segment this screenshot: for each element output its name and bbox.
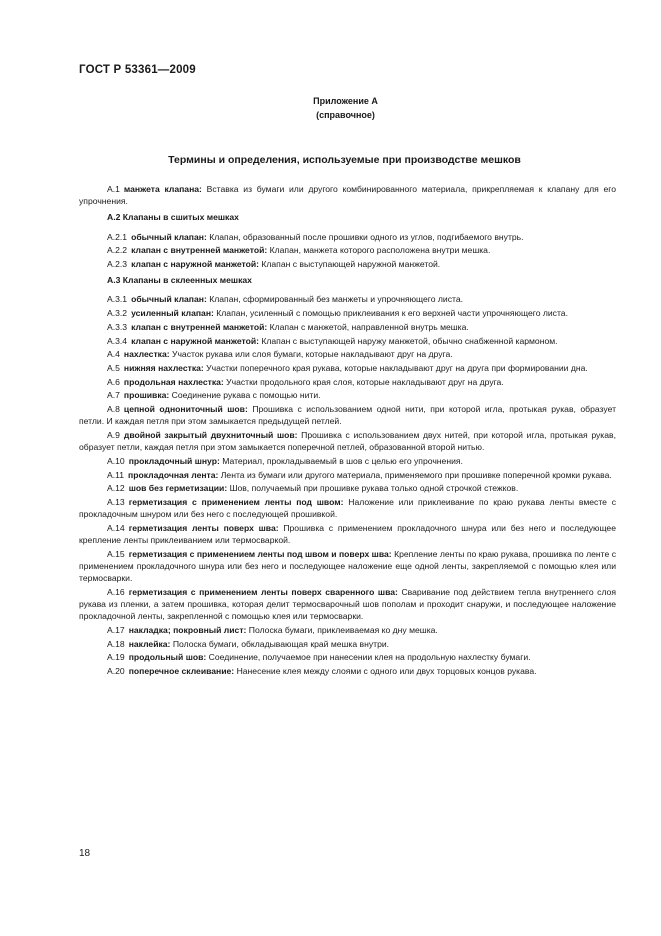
definition-item	[79, 321, 616, 333]
definition-text: Соединение рукава с помощью нити.	[171, 390, 321, 401]
definition-item	[79, 231, 616, 243]
definitions-list	[79, 183, 616, 679]
definition-number: А.13	[107, 496, 125, 507]
definition-number: А.18	[107, 638, 125, 649]
definition-item	[79, 624, 616, 636]
definition-number: А.15	[107, 548, 125, 559]
section-heading: А.2 Клапаны в сшитых мешках	[107, 212, 239, 223]
definition-term: наклейка:	[128, 638, 171, 649]
definition-item	[79, 389, 616, 401]
definition-number: А.3.4	[107, 335, 128, 346]
page-number: 18	[79, 848, 91, 859]
definition-text: Клапан с манжетой, направленной внутрь мешка.	[269, 321, 469, 332]
definition-term: герметизация ленты поверх шва:	[128, 522, 279, 533]
definition-item	[79, 455, 616, 467]
definition-number: А.19	[107, 652, 125, 663]
appendix-title: Приложение А	[313, 96, 378, 106]
definition-term: нахлестка:	[123, 349, 170, 360]
definition-term: обычный клапан:	[131, 294, 207, 305]
definition-number: А.3.3	[107, 321, 128, 332]
definition-term: прошивка:	[123, 390, 170, 401]
definition-item	[79, 482, 616, 494]
definition-text: Полоска бумаги, приклеиваемая ко дну мешка.	[248, 625, 438, 635]
definition-item	[79, 362, 616, 374]
definition-text: Клапан, усиленный с помощью приклеивания к его верхней части упрочняющего листа.	[216, 308, 568, 319]
definition-item	[79, 335, 616, 347]
definition-term: усиленный клапан:	[131, 308, 214, 319]
definition-item	[79, 293, 616, 305]
definition-number: А.9	[107, 429, 120, 440]
definition-number: А.3.2	[107, 308, 128, 319]
definition-term: продольная нахлестка:	[123, 376, 224, 387]
definition-item	[79, 586, 616, 623]
definition-term: прокладочная лента:	[128, 469, 219, 480]
definition-number: А.4	[107, 349, 120, 360]
definition-term: обычный клапан:	[131, 231, 207, 242]
definition-item	[79, 307, 616, 319]
definition-number: А.16	[107, 586, 125, 597]
definition-term: продольный шов:	[128, 652, 207, 663]
definition-item	[79, 244, 616, 256]
appendix-note: (справочное)	[316, 110, 375, 120]
definition-term: поперечное склеивание:	[128, 666, 235, 677]
definition-number: А.14	[107, 522, 125, 533]
definition-item	[79, 403, 616, 427]
definition-item	[79, 258, 616, 270]
definition-term: клапан с внутренней манжетой:	[131, 321, 268, 332]
definition-number: А.6	[107, 376, 120, 387]
definition-text: Прошивка с использованием одной нити, при которой игла, протыкая рукав, образует петли. И каждая петля при этом замыкается предыдущей петлей.	[79, 404, 617, 427]
definition-text: Крепление ленты по краю рукава, прошивка по ленте с применением прокладочного шнура или без него и последующее наложение еще одной ленты, закрепляемой с помощью клея или термосварки.	[79, 548, 616, 584]
definition-text: Лента из бумаги или другого материала, применяемого при прошивке поперечной кромки рукава.	[220, 469, 612, 480]
definition-item	[79, 183, 616, 207]
definition-text: Вставка из бумаги или другого комбинированного материала, прикрепляемая к клапану для его упрочнения.	[79, 184, 617, 207]
definition-item	[79, 665, 616, 677]
page-title: Термины и определения, используемые при производстве мешков	[168, 154, 521, 166]
definition-number: А.8	[107, 404, 120, 415]
definition-term: герметизация с применением ленты под швом:	[128, 496, 344, 507]
definition-item	[79, 429, 616, 453]
definition-item	[79, 496, 616, 520]
definition-number: А.2.2	[107, 245, 128, 256]
definition-term: шов без герметизации:	[128, 483, 228, 494]
definition-number: А.20	[107, 666, 125, 677]
definition-text: Наложение или приклеивание по краю рукава ленты вместе с прокладочным шнуром или без него с последующей прошивкой.	[79, 496, 616, 520]
definition-text: Участки продольного края слоя, которые накладывают друг на друга.	[226, 376, 504, 387]
standard-header: ГОСТ Р 53361—2009	[79, 64, 196, 76]
definition-term: манжета клапана:	[123, 184, 202, 194]
definition-term: нижняя нахлестка:	[123, 362, 204, 373]
definition-text: Материал, прокладываемый в шов с целью его упрочнения.	[222, 455, 463, 466]
definition-item	[79, 376, 616, 388]
definition-text: Шов, получаемый при прошивке рукава только одной строчкой стежков.	[229, 483, 519, 494]
definition-number: А.5	[107, 362, 120, 373]
definition-text: Прошивка с использованием двух нитей, при которой игла, протыкая рукав, образует петли, каждая петля при этом замыкается поперечной петлей, образованной второй нитью.	[79, 429, 616, 453]
definition-text: Участок рукава или слоя бумаги, которые накладывают друг на друга.	[172, 349, 453, 360]
definition-item	[79, 548, 616, 585]
definition-number: А.3.1	[107, 294, 128, 305]
definition-number: А.1	[107, 184, 120, 194]
definition-term: герметизация с применением ленты под швом и поверх шва:	[128, 548, 392, 559]
section-heading: А.3 Клапаны в склеенных мешках	[107, 275, 252, 286]
definition-text: Клапан с выступающей наружной манжетой.	[261, 259, 441, 270]
definition-item	[79, 469, 616, 481]
definition-text: Соединение, получаемое при нанесении клея на продольную нахлестку бумаги.	[208, 652, 531, 663]
definition-number: А.10	[107, 455, 125, 466]
definition-item	[79, 522, 616, 546]
definition-text: Прошивка с применением прокладочного шнура или без него и последующее крепление ленты приклеиванием или термосваркой.	[79, 522, 616, 546]
definition-text: Нанесение клея между слоями с одного или двух торцовых концов рукава.	[236, 666, 537, 677]
definition-number: А.2.3	[107, 259, 128, 270]
definition-text: Участки поперечного края рукава, которые накладывают друг на друга при формировании дна.	[206, 362, 588, 373]
definition-term: клапан с наружной манжетой:	[131, 335, 259, 346]
definition-term: клапан с внутренней манжетой:	[131, 245, 268, 256]
definition-number: А.11	[107, 469, 125, 480]
definition-term: двойной закрытый двухниточный шов:	[123, 429, 298, 440]
definition-term: цепной однониточный шов:	[123, 404, 248, 415]
definition-term: герметизация с применением ленты поверх сваренного шва:	[128, 586, 398, 597]
definition-text: Клапан, манжета которого расположена внутри мешка.	[269, 245, 491, 256]
definition-item	[79, 638, 616, 650]
definition-term: клапан с наружной манжетой:	[131, 259, 259, 270]
definition-text: Клапан, образованный после прошивки одного из углов, подгибаемого внутрь.	[209, 231, 524, 242]
definition-text: Клапан, сформированный без манжеты и упрочняющего листа.	[209, 294, 464, 305]
definition-text: Полоска бумаги, обкладывающая край мешка внутри.	[172, 638, 390, 649]
definition-number: А.17	[107, 625, 125, 635]
definition-text: Сваривание под действием тепла внутреннего слоя рукава из пленки, а затем прошивка, которая делит термосварочный шов пополам и проходит снаружи, и последующее наложение прокладочной ленты, закрепленной с помощью клея или термосварки.	[79, 586, 616, 622]
definition-item	[79, 651, 616, 663]
definition-item	[79, 348, 616, 360]
definition-term: накладка; покровный лист:	[128, 625, 247, 635]
definition-number: А.7	[107, 390, 120, 401]
definition-term: прокладочный шнур:	[128, 455, 220, 466]
definition-number: А.2.1	[107, 231, 128, 242]
definition-number: А.12	[107, 483, 125, 494]
definition-text: Клапан с выступающей наружу манжетой, обычно снабженной кармоном.	[261, 335, 558, 346]
